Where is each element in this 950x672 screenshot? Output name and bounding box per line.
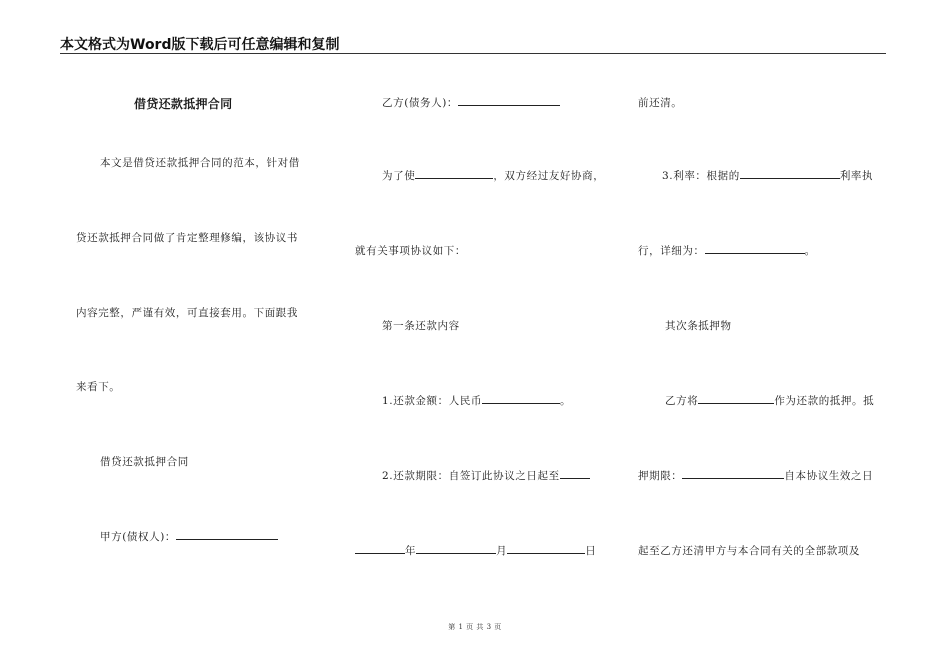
day-label: 日	[585, 545, 597, 557]
rate-line	[662, 168, 873, 183]
period-suffix: 自本协议生效之日	[784, 470, 874, 482]
period-blank	[682, 468, 784, 479]
collateral-blank	[698, 393, 774, 404]
collateral-prefix: 乙方将	[665, 395, 699, 407]
date-line	[355, 543, 596, 558]
detail-suffix: 。	[804, 245, 816, 257]
article-2-heading: 其次条抵押物	[665, 320, 732, 332]
party-b-blank	[458, 95, 560, 106]
page-footer: 第 1 页 共 3 页	[448, 623, 502, 631]
intro-line-3: 内容完整，严谨有效，可直接套用。下面跟我	[76, 307, 298, 319]
term-text: 2.还款期限：自签订此协议之日起至	[382, 470, 560, 482]
detail-blank	[705, 243, 805, 254]
term-blank	[560, 468, 590, 479]
settle-line: 前还清。	[638, 97, 683, 109]
party-a-blank	[176, 529, 278, 540]
column-2	[355, 0, 615, 672]
collateral-suffix: 作为还款的抵押。抵	[774, 395, 875, 407]
document-header: 本文格式为Word版下载后可任意编辑和复制	[60, 37, 340, 53]
amount-prefix: 1.还款金额：人民币	[382, 395, 483, 407]
amount-blank	[482, 393, 560, 404]
party-b-line	[382, 95, 560, 110]
column-1	[76, 0, 326, 672]
purpose-prefix: 为了使	[382, 170, 416, 182]
year-label: 年	[405, 545, 417, 557]
purpose-line	[382, 168, 604, 183]
year-blank	[355, 543, 405, 554]
contract-title: 借贷还款抵押合同	[134, 97, 233, 111]
month-blank	[416, 543, 496, 554]
term-line	[382, 468, 590, 483]
detail-prefix: 行，详细为：	[638, 245, 705, 257]
purpose-suffix: ，双方经过友好协商，	[493, 170, 605, 182]
period-prefix: 押期限：	[638, 470, 683, 482]
rate-suffix: 利率执	[839, 170, 874, 182]
party-a-label: 甲方(债权人)：	[100, 531, 176, 543]
month-label: 月	[496, 545, 508, 557]
detail-line	[638, 243, 816, 258]
amount-line	[382, 393, 571, 408]
intro-line-1: 本文是借贷还款抵押合同的范本，针对借	[100, 157, 300, 169]
period-line	[638, 468, 873, 483]
intro-line-2: 贷还款抵押合同做了肯定整理修编，该协议书	[76, 232, 298, 244]
rate-prefix: 3.利率：根据的	[662, 170, 740, 182]
agreement-line: 就有关事项协议如下：	[355, 245, 466, 257]
collateral-line	[665, 393, 874, 408]
rate-blank	[740, 168, 840, 179]
article-1-heading: 第一条还款内容	[382, 320, 460, 332]
party-b-label: 乙方(债务人)：	[382, 97, 458, 109]
amount-suffix: 。	[560, 395, 572, 407]
intro-line-4: 来看下。	[76, 381, 121, 393]
until-line: 起至乙方还清甲方与本合同有关的全部款项及	[638, 545, 860, 557]
party-a-line	[100, 529, 278, 544]
contract-subtitle: 借贷还款抵押合同	[100, 456, 189, 468]
column-3	[638, 0, 888, 672]
day-blank	[507, 543, 585, 554]
purpose-blank	[415, 168, 493, 179]
